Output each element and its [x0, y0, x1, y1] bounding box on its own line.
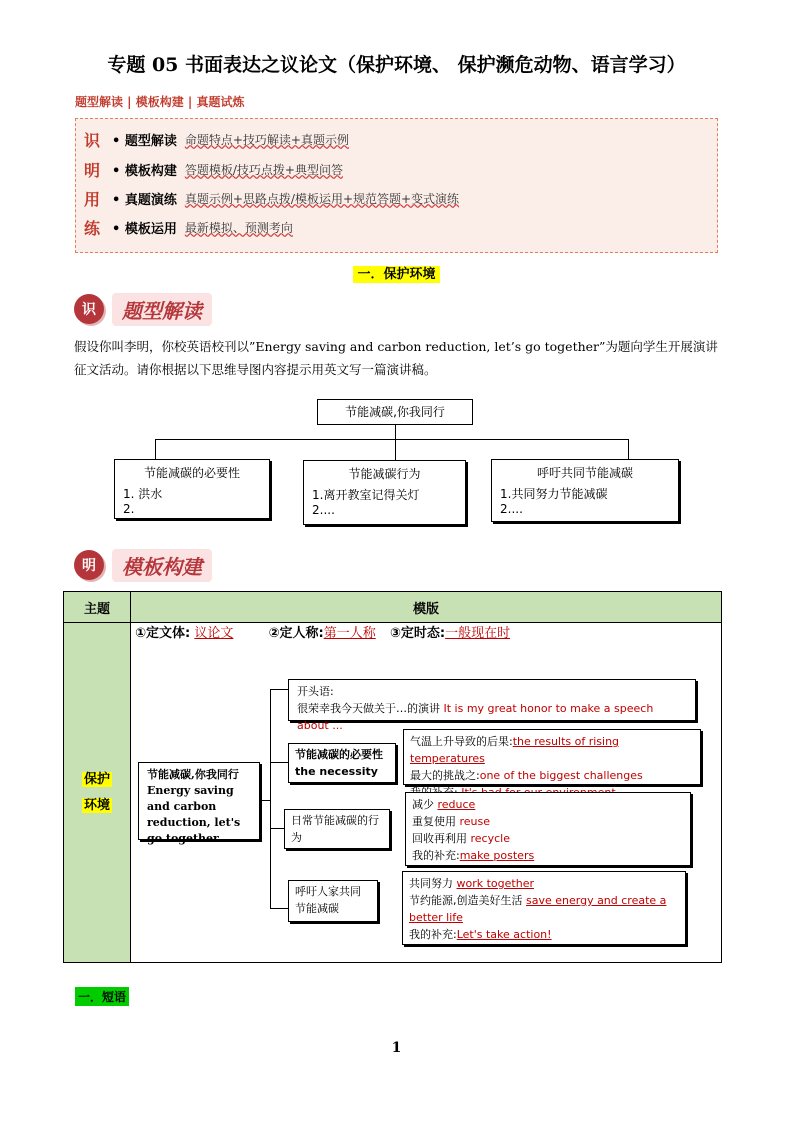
template-center: 节能减碳,你我同行 Energy saving and carbon reduction, let's go together	[138, 762, 260, 840]
meta-value: 第一人称	[323, 626, 376, 641]
detail-cn: 最大的挑战之:	[410, 769, 480, 782]
branch-item: 1.共同努力节能减碳	[500, 487, 608, 501]
meta-label: ①定文体:	[135, 626, 191, 641]
detail-en: recycle	[470, 832, 510, 845]
table-header-topic: 主题	[64, 592, 131, 623]
connector	[270, 689, 288, 690]
prompt-paragraph: 假设你叫李明，你校英语校刊以”Energy saving and carbon reduction, let’s go together”为题向学生开展演讲征文活动。请你根据以下思维导图内容提示用英文写一篇演讲稿。	[74, 339, 718, 377]
connector	[155, 439, 629, 440]
mindmap-branch	[114, 459, 270, 519]
detail-line	[412, 813, 684, 830]
badge-icon: 识	[74, 294, 104, 324]
connector	[270, 908, 288, 909]
detail-cn: 重复使用	[412, 815, 456, 828]
branch-item: 2....	[500, 502, 523, 516]
detail-en: make posters	[459, 849, 535, 862]
banner-title: 题型解读	[112, 293, 212, 326]
connector	[155, 439, 156, 459]
branch-item: 1.离开教室记得关灯	[312, 488, 420, 502]
phrases-heading: 一．短语	[75, 987, 129, 1006]
detail-cn: 节约能源,创造美好生活	[409, 894, 523, 907]
toc-box	[75, 118, 718, 253]
toc-desc: 最新模拟、预测考向	[184, 220, 293, 235]
branch-title: 节能减碳的必要性	[143, 466, 240, 480]
branch-item	[123, 485, 261, 502]
toc-char: 用	[84, 189, 101, 209]
toc-item	[84, 157, 343, 181]
detail-cn: 我的补充:	[409, 928, 457, 941]
detail-line	[412, 830, 684, 847]
mindmap-branch	[303, 460, 466, 525]
topic-label: 环境	[83, 797, 110, 813]
detail-line	[412, 796, 684, 813]
branch-title: 节能减碳行为	[348, 467, 421, 481]
detail-en: Let's take action!	[456, 928, 552, 941]
meta-value: 议论文	[194, 626, 234, 641]
detail-line	[410, 733, 694, 767]
banner-section	[74, 548, 212, 582]
connector	[260, 800, 270, 801]
mindmap-root: 节能减碳,你我同行	[317, 399, 473, 425]
opening-en: It is my great honor to make a speech about ...	[297, 702, 654, 732]
meta-line	[135, 622, 510, 641]
detail-cn: 共同努力	[409, 877, 453, 890]
toc-label: • 模板构建	[112, 163, 177, 179]
page-title: 专题 05 书面表达之议论文（保护环境、 保护濒危动物、语言学习）	[107, 54, 686, 76]
toc-label: • 真题演练	[112, 192, 177, 208]
connector	[395, 439, 396, 460]
toc-label: • 模板运用	[112, 221, 177, 237]
toc-label: • 题型解读	[112, 133, 177, 149]
node-cn: 节能减碳的必要性	[295, 748, 383, 761]
opening-box	[288, 679, 696, 732]
detail-line	[412, 847, 684, 864]
detail-cn: 减少	[412, 798, 434, 811]
node-necessity	[288, 743, 396, 783]
toc-char: 练	[84, 218, 101, 238]
detail-en: work together	[456, 877, 534, 890]
section-heading	[0, 263, 793, 282]
detail-en: reuse	[459, 815, 491, 828]
detail-en: reduce	[437, 798, 476, 811]
page-number: 1	[391, 1040, 402, 1056]
mindmap-branch	[491, 459, 679, 522]
detail-line	[409, 926, 679, 943]
topic-cell	[64, 623, 131, 963]
node-behavior: 日常节能减碳的行 为	[284, 809, 390, 849]
connector	[270, 762, 288, 763]
detail-line	[409, 892, 679, 926]
breadcrumb: 题型解读 | 模板构建 | 真题试炼	[75, 95, 245, 109]
connector	[270, 689, 271, 909]
toc-item	[84, 186, 459, 210]
toc-desc: 真题示例+思路点拨/模板运用+规范答题+变式演练	[184, 191, 460, 206]
detail-en: save energy and create a better life	[409, 894, 667, 924]
toc-desc: 命题特点+技巧解读+真题示例	[184, 132, 349, 147]
detail-cn: 气温上升导致的后果:	[410, 735, 513, 748]
banner-title: 模板构建	[112, 549, 212, 582]
detail-box	[402, 871, 686, 945]
connector	[395, 425, 396, 439]
node-call: 呼吁人家共同节能减碳	[288, 880, 378, 922]
toc-char: 明	[84, 160, 101, 180]
branch-item: 2....	[312, 503, 335, 517]
opening-cn: 很荣幸我今天做关于…的演讲	[297, 702, 440, 715]
section-heading-text: 一．保护环境	[353, 266, 439, 283]
banner-section	[74, 292, 212, 326]
detail-box	[403, 729, 701, 785]
meta-label: ②定人称:	[268, 626, 324, 641]
branch-item: 2.	[123, 502, 135, 516]
toc-desc: 答题模板/技巧点拨+典型问答	[184, 162, 343, 177]
meta-value: 一般现在时	[445, 626, 511, 641]
detail-line	[410, 767, 694, 784]
node-en: the necessity	[295, 765, 378, 778]
meta-label: ③定时态:	[389, 626, 446, 641]
branch-title: 呼吁共同节能减碳	[536, 466, 633, 480]
table-header-template: 模版	[131, 592, 722, 623]
badge-icon: 明	[74, 550, 104, 580]
detail-cn: 我的补充:	[412, 849, 460, 862]
branch-item-text: 1. 洪水	[123, 487, 163, 501]
detail-en: the results of rising temperatures	[410, 735, 620, 765]
opening-label: 开头语:	[297, 685, 334, 698]
detail-en: one of the biggest challenges	[479, 769, 643, 782]
detail-line	[409, 875, 679, 892]
toc-item	[84, 215, 293, 239]
connector	[628, 439, 629, 459]
toc-item	[84, 127, 349, 151]
detail-cn: 回收再利用	[412, 832, 467, 845]
topic-label: 保护	[83, 771, 110, 787]
detail-box	[405, 792, 691, 866]
toc-char: 识	[84, 130, 101, 150]
